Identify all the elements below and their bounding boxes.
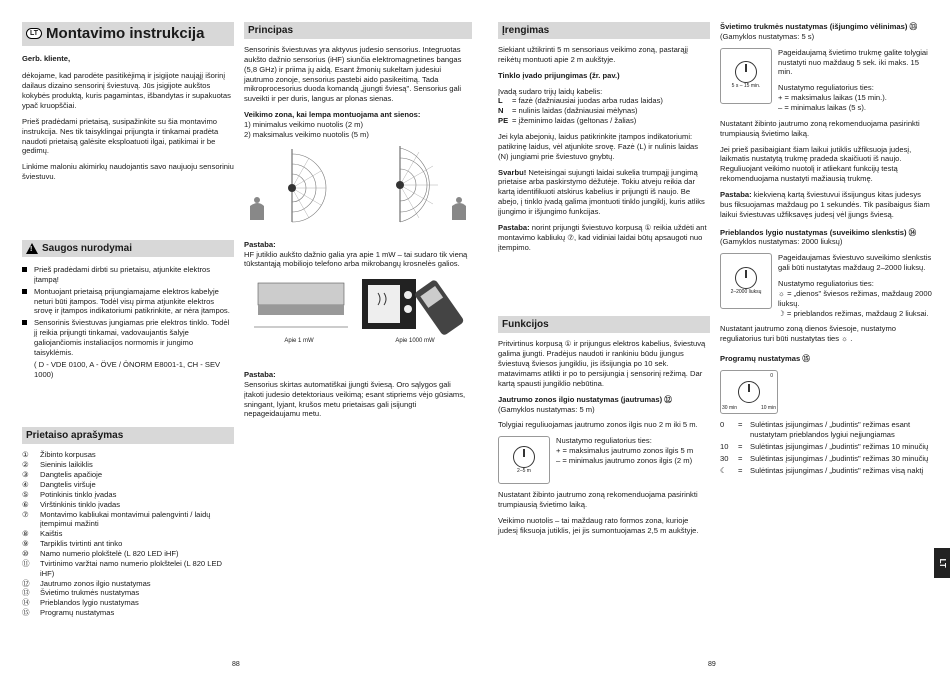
- program-eq: =: [738, 465, 743, 475]
- zone-factory: (Gamyklos nustatymas: 5 m): [498, 404, 595, 414]
- install-p1: Siekiant užtikrinti 5 m sensoriaus veikimo zoną, pastarąjį reikėtų montuoti apie 2 m aukštyje.: [498, 45, 688, 64]
- greeting: Gerb. kliente,: [22, 53, 71, 63]
- part-number: ⑪: [22, 558, 30, 568]
- zone-reg: Nustatymo reguliatorius ties:: [556, 436, 652, 446]
- part-text: Tarpiklis tvirtinti ant tinko: [40, 539, 123, 549]
- install-heading: Įrengimas: [498, 22, 710, 39]
- zone-setting: [498, 436, 710, 484]
- twilight-moon: ☽ = prieblandos režimas, maždaug 2 liuksai.: [778, 308, 929, 318]
- wiring-intro: Įvadą sudaro trijų laidų kabelis:: [498, 86, 603, 96]
- wiring-label: Tinklo įvado prijungimas (žr. pav.): [498, 70, 620, 80]
- twilight-p: Pageidaujamas šviestuvo suveikimo slenkstis gali būti nustatytas maždaug 2–2000 liuksų.: [778, 253, 932, 273]
- wire-list: [498, 96, 710, 126]
- note-label-2: Pastaba:: [244, 369, 276, 379]
- power-figures: [244, 275, 472, 346]
- warning-icon: !: [26, 243, 38, 254]
- height-label: Veikimo zona, kai lempa montuojama ant sienos:: [244, 110, 421, 120]
- part-number: ①: [22, 450, 29, 460]
- twilight-dial-icon: [735, 267, 757, 289]
- functions-heading: Funkcijos: [498, 316, 710, 333]
- program-key: 10: [720, 441, 729, 451]
- part-item: [22, 539, 234, 549]
- part-text: Programų nustatymas: [40, 608, 115, 618]
- part-number: ④: [22, 479, 29, 489]
- part-text: Dangtelis apačioje: [40, 470, 103, 480]
- time-p3: Jei prieš pasibaigiant šiam laikui jutiklis užfiksuoja judesį, laikmatis nustatytą trukmę pradeda skaičiuoti iš naujo. Reguliuojant veikimo nuotolį ir atliekant funkcijų testą rekomenduojama nustatyti mažiausią trukmę.: [720, 144, 912, 184]
- program-eq: =: [738, 441, 743, 451]
- part-text: Tvirtinimo varžtai namo numerio plokštelei (L 820 LED iHF): [40, 558, 223, 578]
- zone-p2: Nustatant žibinto jautrumo zoną rekomenduojama pasirinkti trumpiausią švietimo laiką.: [498, 490, 698, 510]
- time-note: [720, 190, 932, 220]
- part-number: ⑩: [22, 549, 29, 558]
- part-item: [22, 549, 234, 559]
- column-3: [498, 22, 710, 542]
- part-item: [22, 598, 234, 608]
- install-p2: Jei kyla abejonių, laidus patikrinkite įtampos indikatoriumi: patikrinę laidus, vėl atjunkite srovę. Fazė (L) ir nulinis laidas (N) jungiami prie šviestuvo gnybtų.: [498, 132, 699, 161]
- install-note: [498, 223, 710, 253]
- part-item: [22, 510, 234, 530]
- zone-dial-icon: [513, 446, 535, 468]
- page-number-right: 89: [708, 661, 716, 668]
- language-side-tab: [934, 548, 950, 578]
- time-note-label: Pastaba:: [720, 190, 752, 200]
- part-number: ⑬: [22, 588, 30, 598]
- part-number: ②: [22, 460, 29, 470]
- language-badge: LT: [26, 28, 42, 39]
- time-note-text: kiekvieną kartą šviestuvui išsijungus kitas judesys bus fiksuojamas maždaug po 1 sekundės. Tik pasibaigus šiam laikui šviestuvas užfiksavęs judesį vėl įjungs šviesą.: [720, 190, 930, 219]
- page-title: Montavimo instrukcija: [46, 25, 205, 42]
- range-figures: [244, 144, 472, 224]
- zone-p3: Veikimo nuotolis – tai maždaug rato formos zona, kurioje judesį fiksuoja jutiklis, jei jis sumontuojamas 2,5 m aukštyje.: [498, 516, 699, 535]
- important-text: Neteisingai sujungti laidai sukelia trumpąjį jungimą prietaise arba paskirstymo dėžutėje. Tokiu atveju reikia dar kartą identifikuoti atskirus kabelius ir prijungti iš naujo. Be abejo, į tinklo įvadą galima įmontuoti tinklo jungiklį, kuris atliks įjungimo ir išjungimo funkcijas.: [498, 167, 705, 217]
- part-number: ⑨: [22, 539, 29, 549]
- part-item: [22, 460, 234, 470]
- height-2: 2) maksimalus veikimo nuotolis (5 m): [244, 129, 369, 139]
- twilight-sun: ☼ = „dienos" šviesos režimas, maždaug 2000 liuksų.: [778, 288, 932, 308]
- important-label: Svarbu!: [498, 167, 527, 177]
- part-item: [22, 490, 234, 500]
- part-number: ③: [22, 470, 29, 480]
- range-figure-2m: [244, 144, 354, 224]
- twilight-reg: Nustatymo reguliatorius ties:: [778, 279, 874, 289]
- program-row: [720, 442, 932, 454]
- safety-item: Prieš pradėdami dirbti su prietaisu, atjunkite elektros įtampą!: [22, 265, 234, 285]
- fig-label-1: Apie 1 mW: [284, 338, 314, 345]
- zone-dial-box: [498, 436, 550, 484]
- part-item: [22, 588, 234, 598]
- column-4: [720, 22, 932, 477]
- part-item: [22, 470, 234, 480]
- program-text: Sulėtintas įsijungimas / „budintis" režimas 30 minučių: [750, 453, 929, 463]
- part-item: [22, 480, 234, 490]
- safety-item: Sensorinis šviestuvas jungiamas prie elektros tinklo. Todėl jį reikia prijungti tinkamai, vadovaujantis šalyje galiojančiomis instaliacijos normomis ir jungimo taisyklėmis.: [22, 318, 234, 357]
- part-item: [22, 608, 234, 618]
- part-number: ⑭: [22, 598, 30, 608]
- time-reg: Nustatymo reguliatorius ties:: [778, 83, 874, 93]
- program-key: ☾: [720, 465, 727, 475]
- part-number: ⑮: [22, 608, 30, 618]
- program-key: 30: [720, 453, 729, 463]
- height-1: 1) minimalus veikimo nuotolis (2 m): [244, 120, 364, 130]
- twilight-p2: Nustatant jautrumo zoną dienos šviesoje, nustatymo reguliatorius turi būti nustatytas ties ☼ .: [720, 324, 897, 344]
- part-text: Jautrumo zonos ilgio nustatymas: [40, 578, 151, 588]
- range-figure-5m: [360, 144, 470, 224]
- important: [498, 168, 710, 217]
- column-1: [22, 22, 234, 618]
- zone-plus: + = maksimalus jautrumo zonos ilgis 5 m: [556, 446, 694, 456]
- figure-phone: [360, 275, 470, 346]
- part-item: [22, 450, 234, 460]
- part-text: Dangtelis viršuje: [40, 479, 96, 489]
- time-p2: Nustatant žibinto jautrumo zoną rekomenduojama pasirinkti trumpiausią švietimo laiką.: [720, 118, 920, 138]
- part-text: Žibinto korpusas: [40, 450, 96, 460]
- time-dial-box: [720, 48, 772, 104]
- zone-dial-label: 2–5 m: [517, 468, 531, 475]
- time-minus: – = minimalus laikas (5 s).: [778, 103, 866, 113]
- program-text: Sulėtintas įsijungimas / „budintis" režimas esant nustatytam prieblandos lygiui neįjungiamas: [750, 420, 911, 439]
- safety-heading: [22, 240, 234, 257]
- safety-heading-text: Saugos nurodymai: [42, 242, 133, 254]
- part-text: Namo numerio plokštelė (L 820 LED iHF): [40, 549, 179, 558]
- part-item: [22, 529, 234, 539]
- twilight-dial-box: [720, 253, 772, 309]
- wire-key: PE: [498, 116, 509, 126]
- programs-dial-icon: [738, 381, 760, 403]
- program-row: [720, 466, 932, 478]
- time-setting: [720, 48, 932, 113]
- programs-table: [720, 420, 932, 477]
- part-number: ⑧: [22, 529, 29, 539]
- part-text: Potinkinis tinklo įvadas: [40, 489, 117, 499]
- note-text-2: Sensorius skirtas automatiškai įjungti šviesą. Oro sąlygos gali įtakoti judesio detektoriaus veikimą; esant stipriems vėjo gūsiams, sningant, lyjant, krušos metu prietaisas gali įsijungti nepageidaujamu metu.: [244, 379, 466, 419]
- wire-text: = fazė (dažniausiai juodas arba rudas laidas): [512, 96, 663, 106]
- wire-item: [498, 106, 710, 116]
- functions-p1: Pritvirtinus korpusą ① ir prijungus elektros kabelius, šviestuvą galima įjungti. Pradėjus naudoti ir rankiniu būdu įjungus šviestuvą šviesos jungikliu, jis išsijungia po 10 sek. matavimams atlikti ir po to persijungia į sensorinį režimą. Dar kartą spausti jungiklio nebūtina.: [498, 339, 706, 388]
- program-eq: =: [738, 453, 743, 463]
- zone-p: Tolygiai reguliuojamas jautrumo zonos ilgis nuo 2 m iki 5 m.: [498, 420, 698, 430]
- figure-lamp: [244, 275, 354, 346]
- part-number: ⑥: [22, 499, 29, 509]
- time-factory: (Gamyklos nustatymas: 5 s): [720, 31, 815, 41]
- program-row: [720, 420, 932, 442]
- program-key: 0: [720, 420, 725, 430]
- time-p: Pageidaujamą švietimo trukmę galite tolygiai nustatyti nuo maždaug 5 sek. iki maks. 15 min.: [778, 47, 928, 77]
- safety-list: [22, 265, 234, 358]
- time-dial-icon: [735, 61, 757, 83]
- part-text: Švietimo trukmės nustatymas: [40, 588, 140, 598]
- zone-label: Jautrumo zonos ilgio nustatymas (jautrumas) ⑫: [498, 394, 672, 404]
- parts-list: [22, 450, 234, 618]
- program-text: Sulėtintas įsijungimas / „budintis" režimas visą naktį: [750, 465, 924, 475]
- title-bar: [22, 22, 234, 46]
- part-text: Kaištis: [40, 529, 63, 539]
- wire-key: L: [498, 96, 503, 106]
- program-text: Sulėtintas įsijungimas / „budintis" režimas 10 minučių: [750, 441, 929, 451]
- safety-norms: ( D - VDE 0100, A - ÖVE / ÖNORM E8001-1, CH - SEV 1000): [34, 359, 221, 379]
- time-plus: + = maksimalus laikas (15 min.).: [778, 93, 887, 103]
- dial-mark-10: 10 min: [760, 404, 776, 411]
- parts-heading: Prietaiso aprašymas: [22, 427, 234, 444]
- note-label-1: Pastaba:: [244, 239, 276, 249]
- wire-item: [498, 96, 710, 106]
- part-text: Sieninis laikiklis: [40, 460, 93, 470]
- part-text: Virštinkinis tinklo įvadas: [40, 499, 121, 509]
- wire-key: N: [498, 106, 504, 116]
- intro-1: dėkojame, kad parodėte pasitikėjimą ir įsigijote naująjį išorinį dailaus dizaino sensorinį šviestuvą. Jūs įsigijote aukštos kokybės produktą, kuris pagamintas, išbandytas ir supakuotas ypač kruopščiai.: [22, 71, 231, 110]
- intro-2: Prieš pradėdami prietaisą, susipažinkite su šia montavimo instrukcija. Nes tik taisyklingai prijungta ir tinkamai pradėta naudoti prietaisą galėsite eksploatuoti ilgai, patikimai ir be gedimų.: [22, 116, 219, 156]
- part-item: [22, 579, 234, 589]
- part-item: [22, 500, 234, 510]
- install-note-label: Pastaba:: [498, 222, 530, 232]
- part-number: ⑤: [22, 489, 29, 499]
- wire-item: [498, 116, 710, 126]
- side-tab-label: LT: [938, 558, 948, 568]
- wire-text: = įžeminimo laidas (geltonas / žalias): [512, 116, 637, 126]
- time-dial-label: 5 s – 15 min.: [731, 83, 761, 90]
- program-row: [720, 454, 932, 466]
- part-text: Prieblandos lygio nustatymas: [40, 598, 139, 608]
- twilight-factory: (Gamyklos nustatymas: 2000 liuksų): [720, 237, 843, 247]
- dial-mark-0: 0: [770, 373, 773, 380]
- page-number-left: 88: [232, 661, 240, 668]
- part-number: ⑦: [22, 509, 29, 519]
- install-note-text: norint prijungti šviestuvo korpusą ① reikia uždėti ant montavimo kabliukų ⑦, kad vidiniai laidai būtų apsaugoti nuo įtempimo.: [498, 222, 707, 252]
- program-eq: =: [738, 420, 743, 430]
- safety-item: Montuojant prietaisą prijungiamajame elektros kabelyje neturi būti įtampos. Todėl visų pirma atjunkite elektros srovę ir įtampos indikatoriumi patikrinkite, ar nėra įtampos.: [22, 287, 234, 317]
- principle-text: Sensorinis šviestuvas yra aktyvus judesio sensorius. Integruotas aukšto dažnio sensorius (iHF) siunčia elektromagnetines bangas (5,8 GHz) ir priima jų aidą. Esant žmonių sukeltam judesiui jautrumo zonoje, sensorius pastebi aido pasikeitimą. Tada mikroprocesorius duoda komandą „įjungti šviesą". Sensorius gali suveikti ir per duris, langus ar plonas sienas.: [244, 45, 462, 104]
- zone-minus: – = minimalus jautrumo zonos ilgis (2 m): [556, 456, 693, 466]
- part-text: Montavimo kabliukai montavimui palengvinti / laidų įtempimui mažinti: [40, 509, 211, 529]
- programs-dial-box: [720, 370, 778, 414]
- principle-heading: Principas: [244, 22, 472, 39]
- wire-text: = nulinis laidas (dažniausiai mėlynas): [512, 106, 638, 116]
- intro-3: Linkime maloniu akimirkų naudojantis savo naujuoju sensoriniu šviestuvu.: [22, 162, 234, 182]
- programs-label: Programų nustatymas ⑮: [720, 354, 810, 364]
- note-text-1: HF jutiklio aukšto dažnio galia yra apie 1 mW – tai sudaro tik vieną tūkstantąją mobiliojo telefono arba mikrobangų krosnelės galios.: [244, 249, 468, 269]
- time-label: Švietimo trukmės nustatymas (išjungimo vėlinimas) ⑬: [720, 22, 918, 31]
- part-item: [22, 559, 234, 579]
- part-number: ⑫: [22, 578, 30, 588]
- twilight-label: Prieblandos lygio nustatymas (suveikimo slenkstis) ⑭: [720, 227, 917, 237]
- fig-label-2: Apie 1000 mW: [395, 338, 435, 345]
- twilight-setting: [720, 253, 932, 318]
- column-2: [244, 22, 472, 425]
- twilight-dial-label: 2–2000 liuksų: [730, 289, 762, 296]
- dial-mark-30: 30 min: [722, 404, 738, 411]
